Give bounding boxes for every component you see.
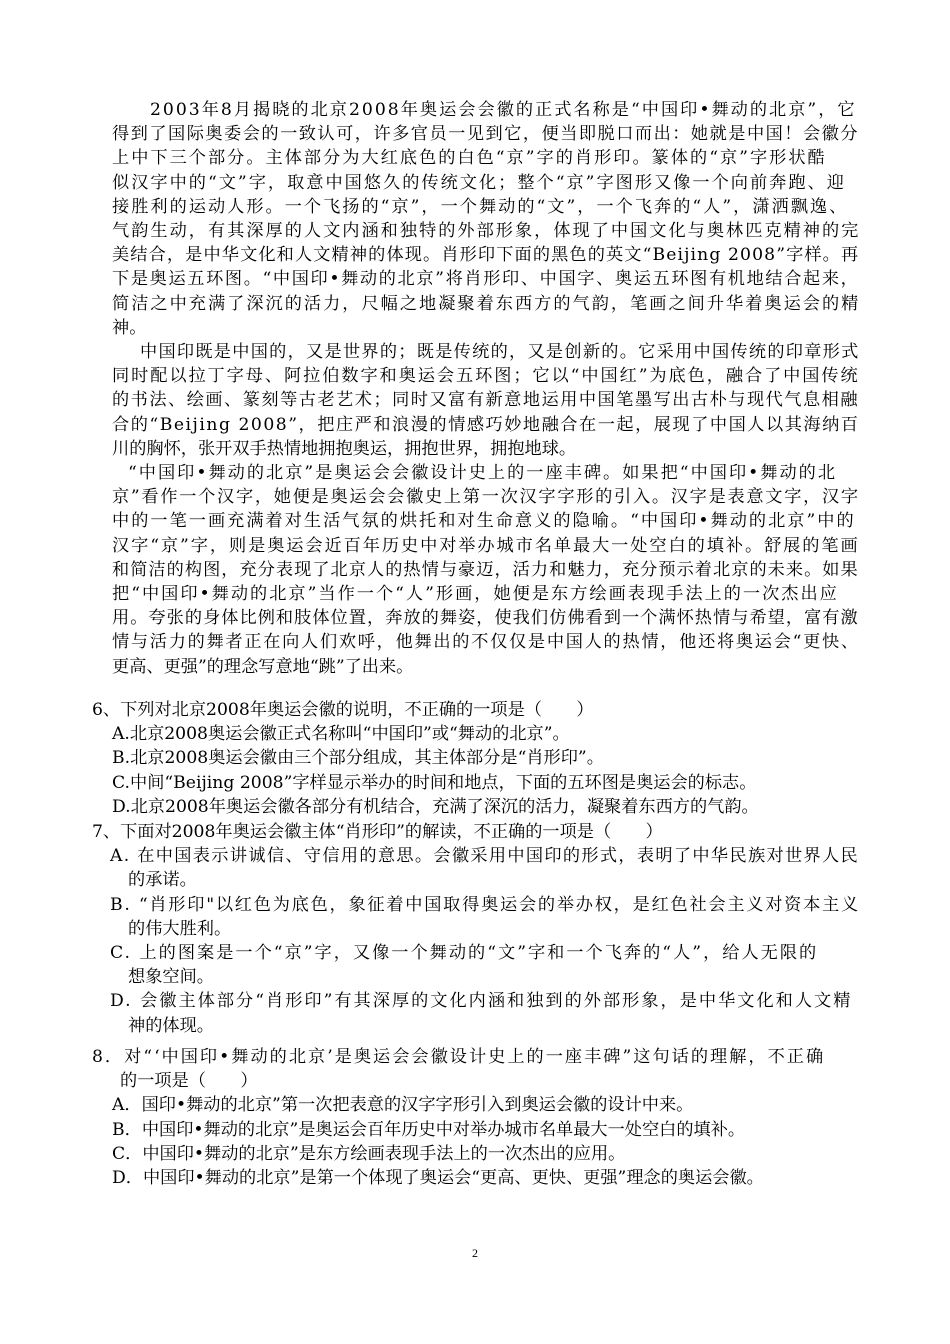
passage-line: 接胜利的运动人形。一个飞扬的“京”，一个舞动的“文”，一个飞奔的“人”，潇洒飘逸、 (112, 196, 849, 217)
passage-line: 上中下三个部分。主体部分为大红底色的白色“京”字的肖形印。篆体的“京”字形状酷 (112, 148, 827, 169)
passage-line: 用。夸张的身体比例和肢体位置，奔放的舞姿，使我们仿佛看到一个满怀热情与希望，富有激 (112, 608, 859, 629)
passage-line: 神。 (112, 317, 147, 338)
question-option: 想象空间。 (128, 967, 214, 988)
passage-line: 把“中国印•舞动的北京”当作一个“人”形画，她便是东方绘画表现手法上的一次杰出应 (112, 584, 839, 604)
question-stem: 7、下面对2008年奥运会徽主体“肖形印”的解读，不正确的一项是（ ） (92, 822, 663, 842)
question-option: B.北京2008奥运会徽由三个部分组成，其主体部分是“肖形印”。 (112, 748, 604, 769)
question-option: B. “肖形印"以红色为底色，象征着中国取得奥运会的举办权，是红色社会主义对资本主义 (110, 894, 860, 915)
question-option: C．中国印•舞动的北京”是东方绘画表现手法上的一次杰出的应用。 (112, 1143, 626, 1164)
question-option: C. 上的图案是一个“京”字，又像一个舞动的“文”字和一个飞奔的“人”，给人无限的 (110, 943, 819, 963)
page-number: 2 (472, 1246, 478, 1260)
question-stem: 8．对“‘中国印•舞动的北京’是奥运会会徽设计史上的一座丰碑”这句话的理解，不正确 (92, 1047, 826, 1067)
passage-line: 2003年8月揭晓的北京2008年奥运会会徽的正式名称是“中国印•舞动的北京”，它 (150, 100, 857, 120)
passage-line: 得到了国际奥委会的一致认可，许多官员一见到它，便当即脱口而出：她就是中国！会徽分 (112, 124, 859, 145)
passage-line: 同时配以拉丁字母、阿拉伯数字和奥运会五环图；它以“中国红”为底色，融合了中国传统 (112, 366, 860, 387)
passage-line: 川的胸怀，张开双手热情地拥抱奥运，拥抱世界，拥抱地球。 (112, 438, 577, 459)
passage-line: 简洁之中充满了深沉的活力，尺幅之地凝聚着东西方的气韵，笔画之间升华着奥运会的精 (112, 293, 861, 314)
passage-line: 气韵生动，有其深厚的人文内涵和独特的外部形象，体现了中国文化与奥林匹克精神的完 (112, 221, 861, 241)
question-stem: 6、下列对北京2008年奥运会徽的说明，不正确的一项是（ ） (92, 700, 594, 720)
question-option: A.北京2008奥运会徽正式名称叫“中国印”或“舞动的北京”。 (112, 724, 570, 745)
passage-line: 美结合，是中华文化和人文精神的体现。肖形印下面的黑色的英文“Beijing 2008”字样。再 (112, 245, 860, 266)
question-option: 的伟大胜利。 (128, 918, 232, 939)
question-option: C.中间“Beijing 2008”字样显示举办的时间和地点，下面的五环图是奥运会的标志。 (112, 772, 757, 793)
passage-line: 情与活力的舞者正在向人们欢呼，他舞出的不仅仅是中国人的热情，他还将奥运会“更快、 (112, 632, 860, 653)
question-option: A．国印•舞动的北京”第一次把表意的汉字字形引入到奥运会徽的设计中来。 (112, 1095, 694, 1116)
question-option: A. 在中国表示讲诚信、守信用的意思。会徽采用中国印的形式，表明了中华民族对世界人民 (110, 846, 859, 867)
question-option: D.北京2008年奥运会徽各部分有机结合，充满了深沉的活力，凝聚着东西方的气韵。 (112, 796, 759, 817)
passage-line: 京”看作一个汉字，她便是奥运会会徽史上第一次汉字字形的引入。汉字是表意文字，汉字 (112, 487, 860, 508)
question-option: D．中国印•舞动的北京”是第一个体现了奥运会“更高、更快、更强”理念的奥运会徽。 (112, 1168, 764, 1188)
passage-line: “中国印•舞动的北京”是奥运会会徽设计史上的一座丰碑。如果把“中国印•舞动的北 (128, 463, 838, 483)
passage-line: 汉字“京”字，则是奥运会近百年历史中对举办城市名单最大一处空白的填补。舒展的笔画 (112, 535, 860, 556)
passage-line: 更高、更强”的理念写意地“跳”了出来。 (112, 656, 414, 677)
passage-line: 中的一笔一画充满着对生活气氛的烘托和对生命意义的隐喻。“中国印•舞动的北京”中的 (112, 511, 856, 532)
passage-line: 和简洁的构图，充分表现了北京人的热情与豪迈，活力和魅力，充分预示着北京的未来。如果 (112, 559, 859, 580)
question-option: 神的体现。 (128, 1015, 214, 1036)
question-option: 的承诺。 (128, 870, 197, 891)
passage-line: 的书法、绘画、篆刻等古老艺术；同时又富有新意地运用中国笔墨写出古朴与现代气息相融 (112, 390, 859, 411)
passage-line: 合的“Beijing 2008”，把庄严和浪漫的情感巧妙地融合在一起，展现了中国人以其海纳百 (112, 414, 860, 435)
passage-line: 似汉字中的“文”字，取意中国悠久的传统文化；整个“京”字图形又像一个向前奔跑、迎 (112, 172, 846, 193)
passage-line: 中国印既是中国的，又是世界的；既是传统的，又是创新的。它采用中国传统的印章形式 (140, 342, 860, 362)
question-option: B．中国印•舞动的北京”是奥运会百年历史中对举办城市名单最大一处空白的填补。 (112, 1119, 746, 1140)
question-option: D. 会徽主体部分“肖形印”有其深厚的文化内涵和独到的外部形象，是中华文化和人文精 (110, 991, 853, 1012)
question-stem: 的一项是（ ） (120, 1071, 258, 1092)
passage-line: 下是奥运五环图。“中国印•舞动的北京”将肖形印、中国字、奥运五环图有机地结合起来， (112, 269, 860, 290)
